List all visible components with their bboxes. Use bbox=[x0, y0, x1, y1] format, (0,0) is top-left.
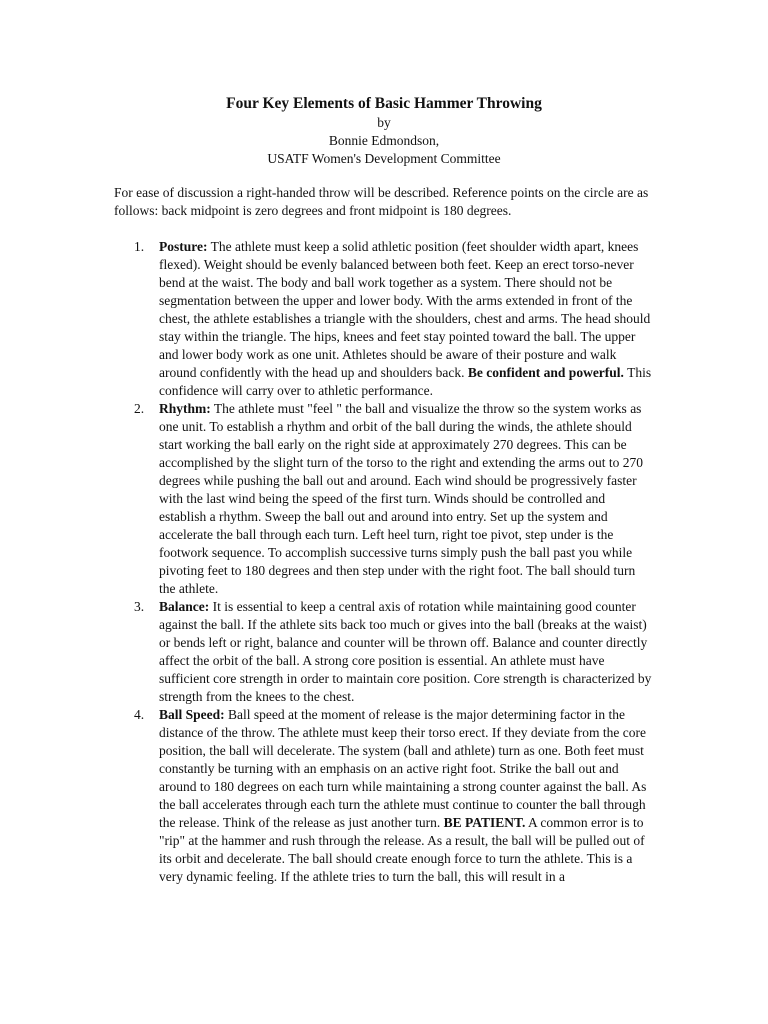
item-number: 1. bbox=[134, 239, 145, 254]
document-header bbox=[0, 94, 768, 168]
item-text: Ball speed at the moment of release is the major determining factor in the distance of the throw. The athlete must keep their torso erect. If they deviate from the core position, the ball will decelerate. The system (ball and athlete) turn as one. Both feet must constantly be turning with an emphasis on an active right foot. Strike the ball out and around to 180 degrees on each turn while maintaining a strong counter against the ball. As the ball accelerates through each turn the athlete must continue to counter the ball through the release. Think of the release as just another turn. bbox=[159, 707, 647, 830]
intro-paragraph: For ease of discussion a right-handed throw will be described. Reference points on the circle are as follows: back midpoint is zero degrees and front midpoint is 180 degrees. bbox=[114, 185, 649, 218]
document-title: Four Key Elements of Basic Hammer Throwing bbox=[226, 95, 542, 112]
author-name: Bonnie Edmondson, bbox=[328, 133, 440, 148]
item-number: 4. bbox=[134, 707, 145, 722]
item-number: 3. bbox=[134, 599, 145, 614]
item-text: The athlete must "feel " the ball and visualize the throw so the system works as one unit. To establish a rhythm and orbit of the ball during the winds, the athlete should start working the ball early on the right side at approximately 270 degrees. This can be accomplished by the slight turn of the torso to the right and extending the arms out to 270 degrees while pushing the ball out and around. Each wind should be progressively faster with the last wind being the speed of the first turn. Winds should be controlled and establish a rhythm. Sweep the ball out and around into entry. Set up the system and accelerate the ball through each turn. Left heel turn, right toe pivot, step under is the footwork sequence. To accomplish successive turns simply push the ball past you while pivoting feet to 180 degrees and then step under with the right foot. The ball should turn the athlete. bbox=[159, 401, 644, 596]
item-emphasis: BE PATIENT. bbox=[443, 815, 526, 830]
item-text: It is essential to keep a central axis of rotation while maintaining good counter against the ball. If the athlete sits back too much or gives into the ball (breaks at the waist) or bends left or right, balance and counter will be thrown off. Balance and counter directly affect the orbit of the ball. A strong core position is essential. An athlete must have sufficient core strength in order to maintain core position. Core strength is characterized by strength from the knees to the chest. bbox=[159, 599, 652, 704]
list-item bbox=[114, 706, 654, 886]
item-text: The athlete must keep a solid athletic position (feet shoulder width apart, knees flexed). Weight should be evenly balanced between both feet. Keep an erect torso-never bend at the waist. The body and ball work together as a system. There should not be segmentation between the upper and lower body. With the arms extended in front of the chest, the athlete establishes a triangle with the shoulders, chest and arms. The head should stay within the triangle. The hips, knees and feet stay pointed toward the ball. The upper and lower body work as one unit. Athletes should be aware of their posture and walk around confidently with the head up and shoulders back. bbox=[159, 239, 651, 380]
item-text-continued: A common error is to "rip" at the hammer and rush through the release. As a result, the ball will be pulled out of its orbit and decelerate. The ball should create enough force to turn the athlete. This is a very dynamic feeling. If the athlete tries to turn the ball, this will result in a bbox=[159, 815, 645, 884]
author-organization: USATF Women's Development Committee bbox=[267, 151, 501, 166]
item-term: Rhythm: bbox=[159, 401, 211, 416]
byline: by bbox=[377, 115, 391, 130]
list-item bbox=[114, 238, 654, 400]
item-text-continued: This confidence will carry over to athletic performance. bbox=[159, 365, 652, 398]
item-emphasis: Be confident and powerful. bbox=[467, 365, 624, 380]
item-number: 2. bbox=[134, 401, 145, 416]
item-term: Ball Speed: bbox=[159, 707, 225, 722]
list-item bbox=[114, 400, 654, 598]
list-item bbox=[114, 598, 654, 706]
item-term: Balance: bbox=[159, 599, 210, 614]
item-term: Posture: bbox=[159, 239, 208, 254]
key-elements-list bbox=[114, 238, 654, 886]
